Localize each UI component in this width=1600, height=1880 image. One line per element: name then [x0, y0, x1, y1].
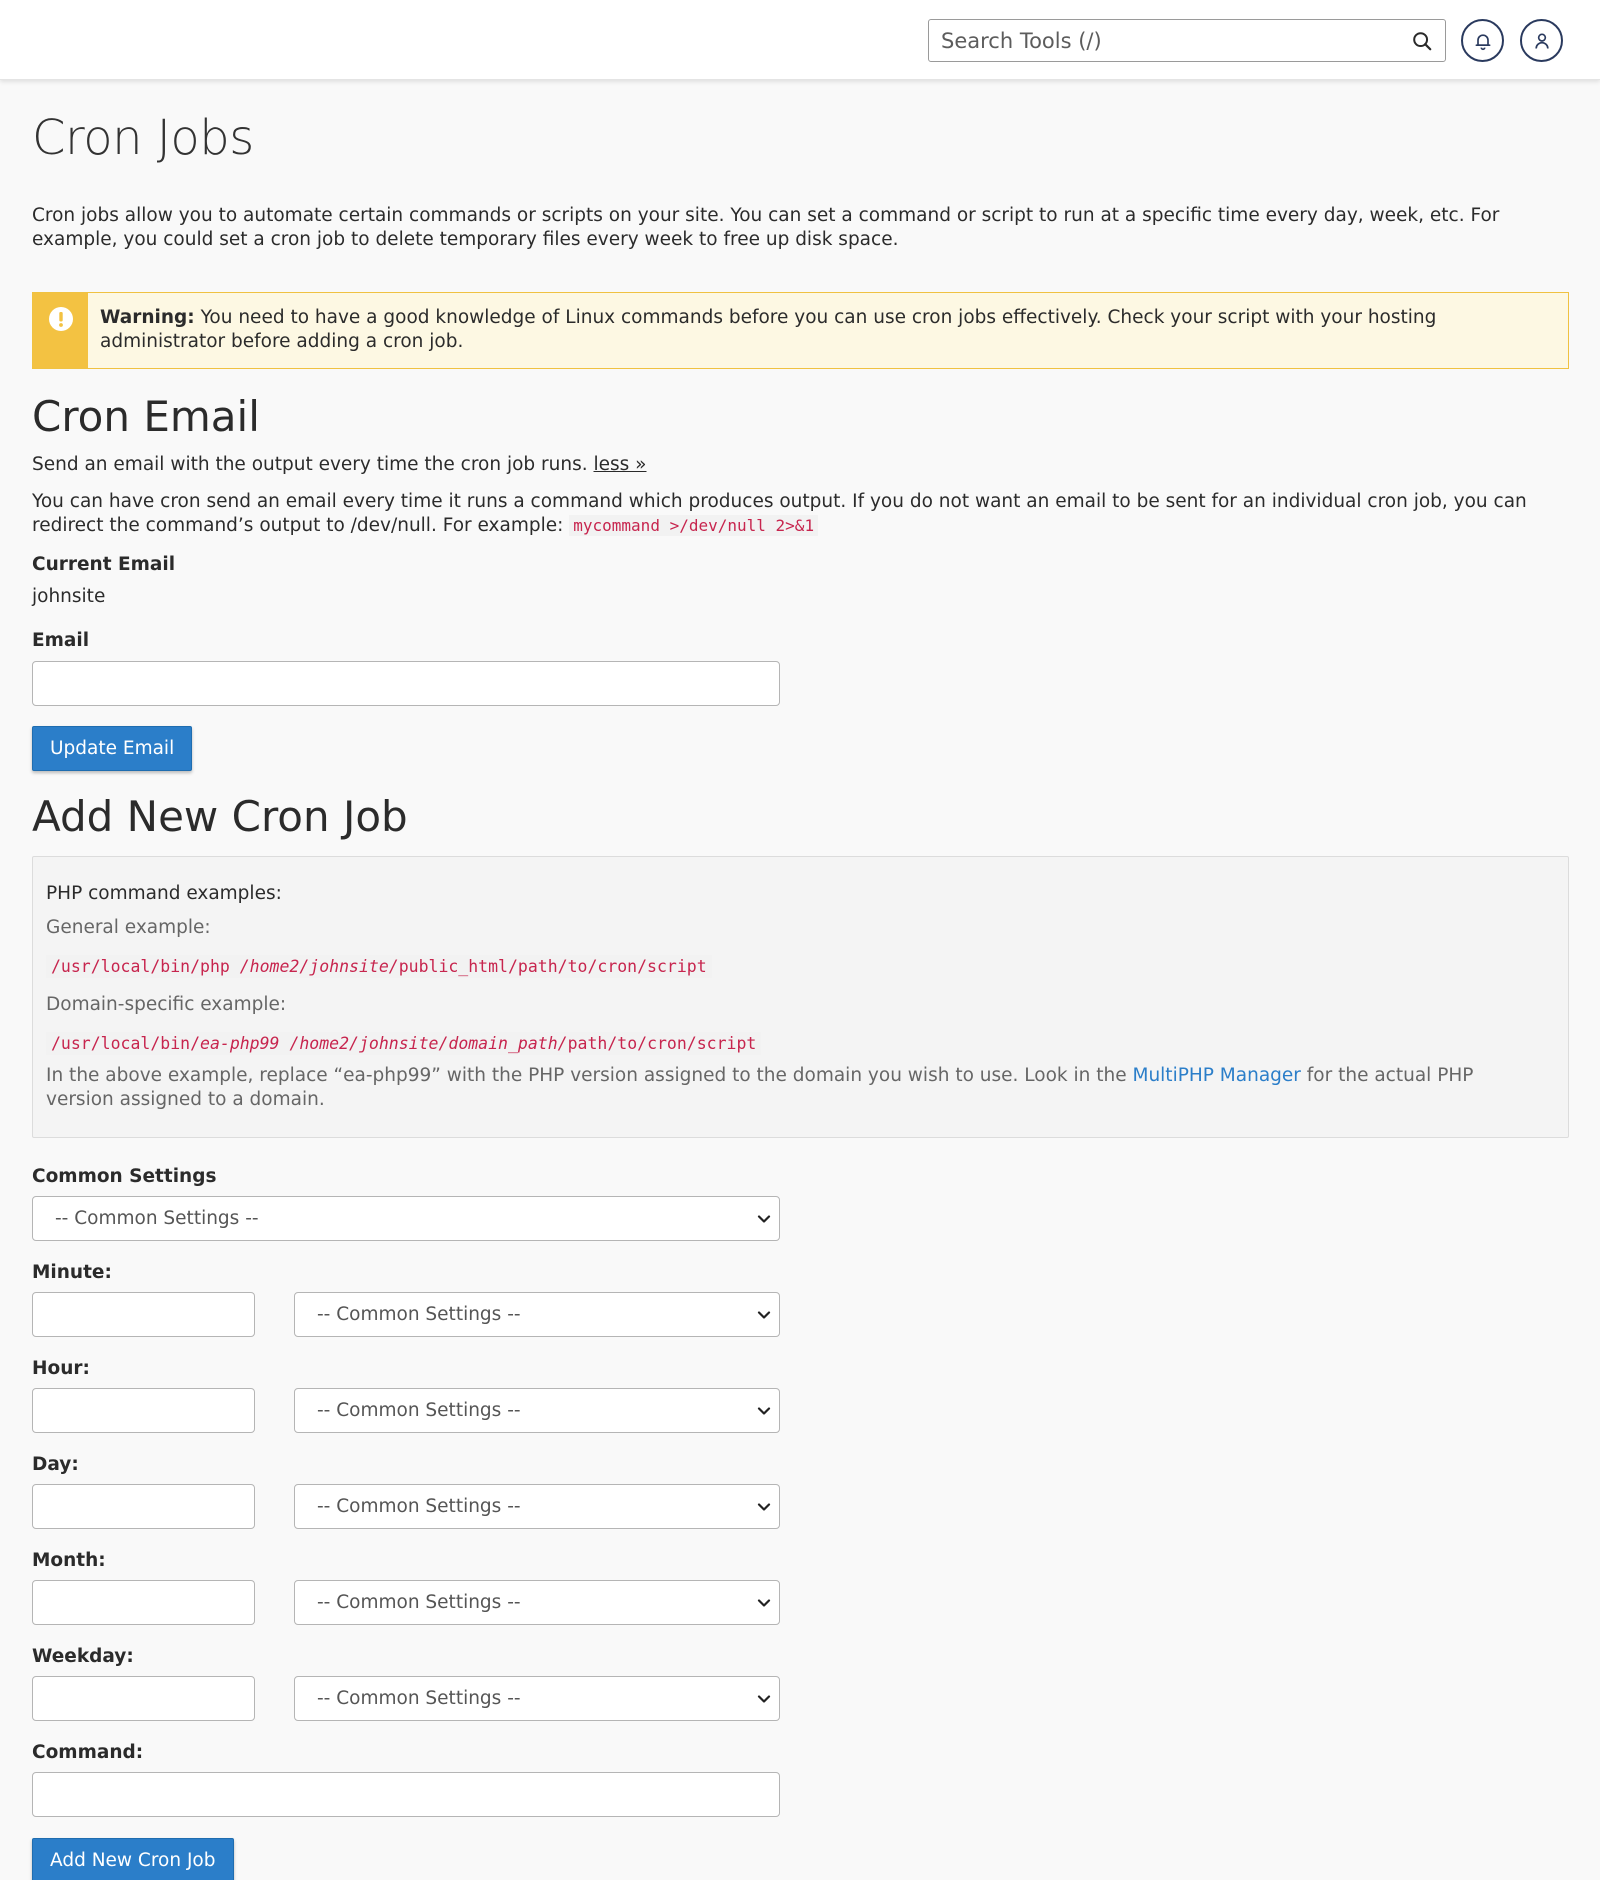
page-title: Cron Jobs — [32, 110, 254, 166]
php-version-note — [46, 1064, 1546, 1112]
month-input[interactable] — [32, 1580, 255, 1625]
minute-input[interactable] — [32, 1292, 255, 1337]
weekday-common-select[interactable] — [294, 1676, 780, 1721]
domain-code-part4: /home2/johnsite/domain_path/ — [289, 1034, 568, 1053]
weekday-select-value: -- Common Settings -- — [317, 1688, 521, 1709]
search-icon[interactable] — [1411, 30, 1433, 52]
search-input[interactable] — [929, 21, 1389, 61]
warning-message: You need to have a good knowledge of Linux commands before you can use cron jobs effectively. Check your script with your hosting administrator before adding a cron job. — [100, 307, 1437, 352]
email-field[interactable] — [32, 661, 780, 706]
domain-code-part5: path/to/cron/script — [567, 1034, 757, 1053]
cron-email-description — [32, 490, 1572, 538]
weekday-input[interactable] — [32, 1676, 255, 1721]
add-cron-job-button[interactable]: Add New Cron Job — [32, 1838, 234, 1880]
day-common-select[interactable] — [294, 1484, 780, 1529]
multiphp-manager-link[interactable]: MultiPHP Manager — [1132, 1065, 1301, 1086]
chevron-down-icon — [757, 1212, 771, 1226]
php-examples-title: PHP command examples: — [46, 883, 282, 904]
search-box[interactable] — [928, 19, 1446, 62]
general-code-part1: /usr/local/bin/php — [51, 957, 240, 976]
cron-email-summary-text: Send an email with the output every time the cron job runs. — [32, 454, 594, 475]
hour-label: Hour: — [32, 1358, 90, 1379]
devnull-example-code: mycommand >/dev/null 2>&1 — [569, 515, 818, 536]
chevron-down-icon — [757, 1308, 771, 1322]
php-note-after: for the actual PHP version assigned to a domain. — [46, 1065, 1474, 1110]
add-cron-heading: Add New Cron Job — [32, 792, 408, 841]
month-select-value: -- Common Settings -- — [317, 1592, 521, 1613]
domain-example-code — [46, 1032, 761, 1055]
current-email-label: Current Email — [32, 554, 176, 575]
hour-select-value: -- Common Settings -- — [317, 1400, 521, 1421]
day-select-value: -- Common Settings -- — [317, 1496, 521, 1517]
top-bar — [0, 0, 1600, 80]
bell-icon — [1473, 31, 1493, 51]
domain-code-part1: /usr/local/bin/ — [51, 1034, 201, 1053]
warning-text — [88, 293, 1548, 368]
minute-select-value: -- Common Settings -- — [317, 1304, 521, 1325]
command-input[interactable] — [32, 1772, 780, 1817]
common-settings-label: Common Settings — [32, 1166, 217, 1187]
warning-alert — [32, 292, 1569, 369]
email-label: Email — [32, 630, 90, 651]
update-email-button[interactable]: Update Email — [32, 726, 192, 771]
general-code-part2: /home2/johnsite/ — [239, 957, 399, 976]
minute-label: Minute: — [32, 1262, 112, 1283]
general-example-label: General example: — [46, 917, 211, 938]
current-email-value: johnsite — [32, 586, 106, 607]
chevron-down-icon — [757, 1692, 771, 1706]
less-link[interactable]: less » — [593, 454, 647, 475]
warning-label: Warning: — [100, 307, 195, 328]
domain-code-part3 — [280, 1034, 290, 1053]
common-settings-select-value: -- Common Settings -- — [55, 1208, 259, 1229]
cron-email-description-text: You can have cron send an email every time it runs a command which produces output. If you do not want an email to be sent for an individual cron job, you can redirect the command’s output to /dev/null. For example: — [32, 491, 1527, 536]
chevron-down-icon — [757, 1404, 771, 1418]
user-icon — [1532, 31, 1552, 51]
warning-sidebar — [33, 293, 88, 368]
php-examples-panel — [32, 856, 1569, 1138]
general-example-code — [46, 955, 712, 978]
cron-email-heading: Cron Email — [32, 392, 260, 441]
cron-email-summary — [32, 453, 1572, 477]
hour-common-select[interactable] — [294, 1388, 780, 1433]
common-settings-select[interactable] — [32, 1196, 780, 1241]
minute-common-select[interactable] — [294, 1292, 780, 1337]
php-note-before: In the above example, replace “ea-php99” with the PHP version assigned to the domain you wish to use. Look in the — [46, 1065, 1133, 1086]
exclamation-circle-icon — [48, 306, 74, 332]
command-label: Command: — [32, 1742, 144, 1763]
day-label: Day: — [32, 1454, 79, 1475]
general-code-part3: public_html/path/to/cron/script — [398, 957, 707, 976]
domain-code-part2: ea-php99 — [200, 1034, 280, 1053]
chevron-down-icon — [757, 1596, 771, 1610]
chevron-down-icon — [757, 1500, 771, 1514]
month-common-select[interactable] — [294, 1580, 780, 1625]
day-input[interactable] — [32, 1484, 255, 1529]
month-label: Month: — [32, 1550, 106, 1571]
hour-input[interactable] — [32, 1388, 255, 1433]
user-menu-button[interactable] — [1520, 19, 1563, 62]
page-intro: Cron jobs allow you to automate certain commands or scripts on your site. You can set a command or script to run at a specific time every day, week, etc. For example, you could set a cron job to delete temporary files every week to free up disk space. — [32, 205, 1500, 250]
weekday-label: Weekday: — [32, 1646, 134, 1667]
notifications-button[interactable] — [1461, 19, 1504, 62]
domain-example-label: Domain-specific example: — [46, 994, 287, 1015]
